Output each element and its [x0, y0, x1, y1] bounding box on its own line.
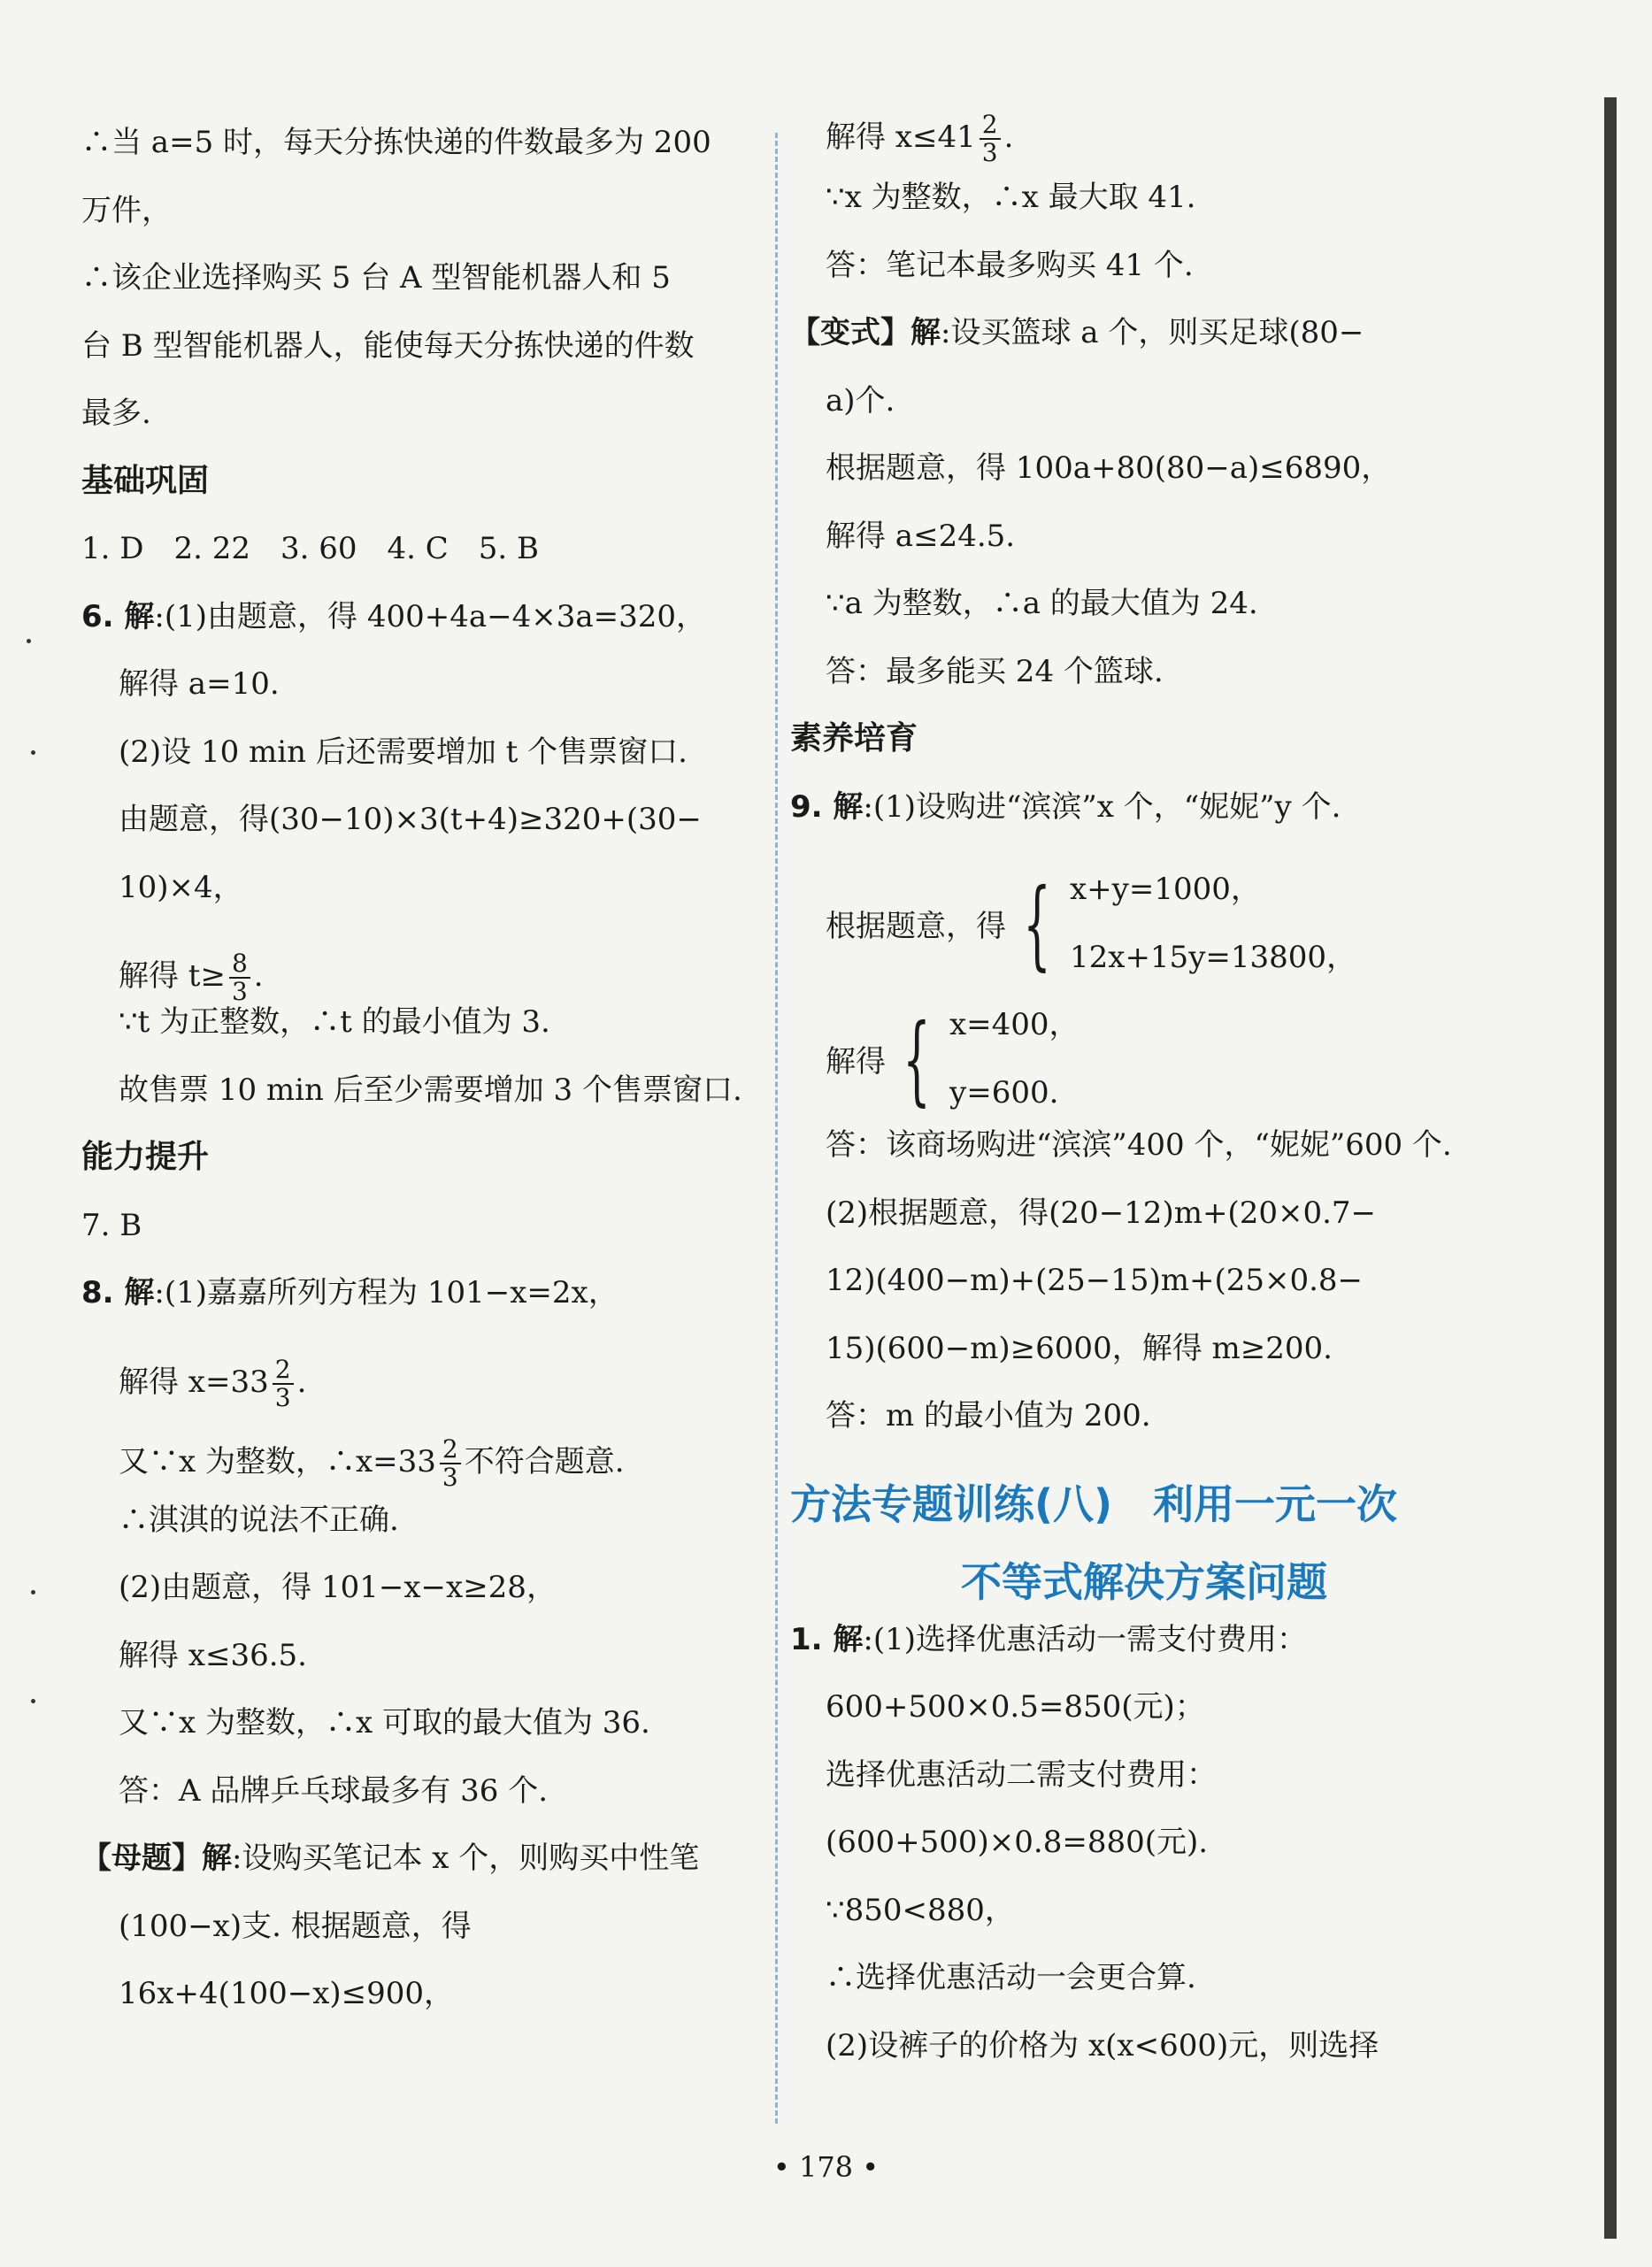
fraction-line: 又∵x 为整数，∴x=33 $\frac{2}{3}$ 不符合题意.: [119, 1433, 625, 1492]
text-line: ∵t 为正整数，∴t 的最小值为 3.: [119, 1004, 550, 1040]
text-line: ∴该企业选择购买 5 台 A 型智能机器人和 5: [81, 260, 671, 296]
scan-speck: [31, 750, 35, 755]
p1-line: 1. 解:(1)选择优惠活动一需支付费用：: [790, 1621, 1308, 1657]
section-heading-ability: 能力提升: [81, 1139, 210, 1175]
section-heading-literacy: 素养培育: [790, 720, 918, 757]
text-line: 最多.: [81, 396, 151, 431]
text-line: 根据题意，得 100a+80(80−a)≤6890，: [826, 450, 1392, 486]
fraction-line: 解得 x=33 $\frac{2}{3}$ .: [119, 1354, 307, 1412]
answers-1-5: 1. D 2. 22 3. 60 4. C 5. B: [81, 531, 540, 566]
text-line: 解得 a≤24.5.: [826, 518, 1016, 554]
section-heading-basic: 基础巩固: [81, 462, 210, 499]
text-line: 15)(600−m)≥6000，解得 m≥200.: [826, 1330, 1333, 1366]
q6-line: 6. 解:(1)由题意，得 400+4a−4×3a=320，: [81, 598, 707, 634]
fraction-line: 解得 t≥ $\frac{8}{3}$ .: [119, 949, 264, 1006]
page-edge-shadow: [1604, 97, 1617, 2239]
topic-heading-line1: 方法专题训练(八) 利用一元一次: [790, 1479, 1398, 1528]
mother-problem-line: 【母题】解:设购买笔记本 x 个，则购买中性笔: [81, 1840, 700, 1876]
q6-label: 6. 解: [81, 598, 155, 634]
fraction: $\frac{2}{3}$: [440, 1436, 461, 1491]
mother-label: 【母题】解: [81, 1840, 232, 1876]
scan-speck: [27, 639, 31, 643]
text-line: ∴选择优惠活动一会更合算.: [826, 1960, 1196, 1995]
text-line: 答：该商场购进“滨滨”400 个，“妮妮”600 个.: [826, 1127, 1452, 1163]
text-line: ∵a 为整数，∴a 的最大值为 24.: [826, 586, 1258, 621]
q9-line: 9. 解:(1)设购进“滨滨”x 个，“妮妮”y 个.: [790, 788, 1341, 825]
q8-line: 8. 解:(1)嘉嘉所列方程为 101−x=2x，: [81, 1275, 619, 1310]
text-line: 选择优惠活动二需支付费用：: [826, 1756, 1217, 1793]
text-line: 答：笔记本最多购买 41 个.: [826, 247, 1194, 283]
text-line: 16x+4(100−x)≤900，: [119, 1976, 455, 2011]
text-line: 万件，: [81, 192, 172, 228]
fraction: $\frac{2}{3}$: [980, 111, 1001, 166]
equation-solution: 解得 { x=400， y=600.: [826, 1002, 1080, 1116]
text-line: (2)设 10 min 后还需要增加 t 个售票窗口.: [119, 734, 688, 770]
left-column: [81, 124, 763, 2043]
scan-speck: [31, 1590, 35, 1595]
text-line: (100−x)支. 根据题意，得: [119, 1908, 472, 1944]
text-line: ∴当 a=5 时，每天分拣快递的件数最多为 200: [81, 125, 711, 160]
equation-system: 根据题意，得 { x+y=1000， 12x+15y=13800，: [826, 866, 1357, 980]
text-line: 答：最多能买 24 个篮球.: [826, 653, 1164, 689]
text-line: a)个.: [826, 382, 895, 419]
text-line: ∵850<880，: [826, 1892, 1015, 1928]
text-line: 答：m 的最小值为 200.: [826, 1398, 1151, 1433]
text-line: 答：A 品牌乒乓球最多有 36 个.: [119, 1772, 549, 1809]
text-line: 12)(400−m)+(25−15)m+(25×0.8−: [826, 1263, 1364, 1298]
answer-7: 7. B: [81, 1207, 142, 1243]
text-line: (600+500)×0.8=880(元).: [826, 1825, 1209, 1860]
text-line: 由题意，得(30−10)×3(t+4)≥320+(30−: [119, 802, 702, 837]
q8-label: 8. 解: [81, 1275, 155, 1310]
right-column: [790, 110, 1463, 2094]
text-line: (2)设裤子的价格为 x(x<600)元，则选择: [826, 2027, 1379, 2063]
text-line: 解得 a=10.: [119, 666, 280, 702]
page-number: • 178 •: [772, 2150, 880, 2184]
variant-label: 【变式】解: [790, 315, 941, 350]
topic-heading-line2: 不等式解决方案问题: [961, 1557, 1327, 1606]
p1-label: 1. 解: [790, 1621, 864, 1657]
text-line: ∴淇淇的说法不正确.: [119, 1502, 399, 1538]
column-divider: [775, 133, 778, 2124]
text-line: 台 B 型智能机器人，能使每天分拣快递的件数: [81, 327, 695, 364]
text-line: (2)根据题意，得(20−12)m+(20×0.7−: [826, 1195, 1377, 1231]
variant-line: 【变式】解:设买篮球 a 个，则买足球(80−: [790, 315, 1364, 350]
text-line: 又∵x 为整数，∴x 可取的最大值为 36.: [119, 1705, 650, 1741]
text-line: 600+500×0.5=850(元)；: [826, 1689, 1205, 1725]
fraction-line: 解得 x≤41 $\frac{2}{3}$ .: [826, 110, 1014, 167]
text-line: (2)由题意，得 101−x−x≥28，: [119, 1570, 557, 1605]
text-line: 故售票 10 min 后至少需要增加 3 个售票窗口.: [119, 1072, 742, 1108]
text-line: 10)×4，: [119, 869, 243, 905]
scan-speck: [31, 1699, 35, 1703]
q9-label: 9. 解: [790, 788, 864, 825]
text-line: ∵x 为整数，∴x 最大取 41.: [826, 180, 1196, 215]
fraction: $\frac{2}{3}$: [273, 1356, 294, 1411]
text-line: 解得 x≤36.5.: [119, 1637, 307, 1673]
fraction: $\frac{8}{3}$: [229, 950, 250, 1005]
